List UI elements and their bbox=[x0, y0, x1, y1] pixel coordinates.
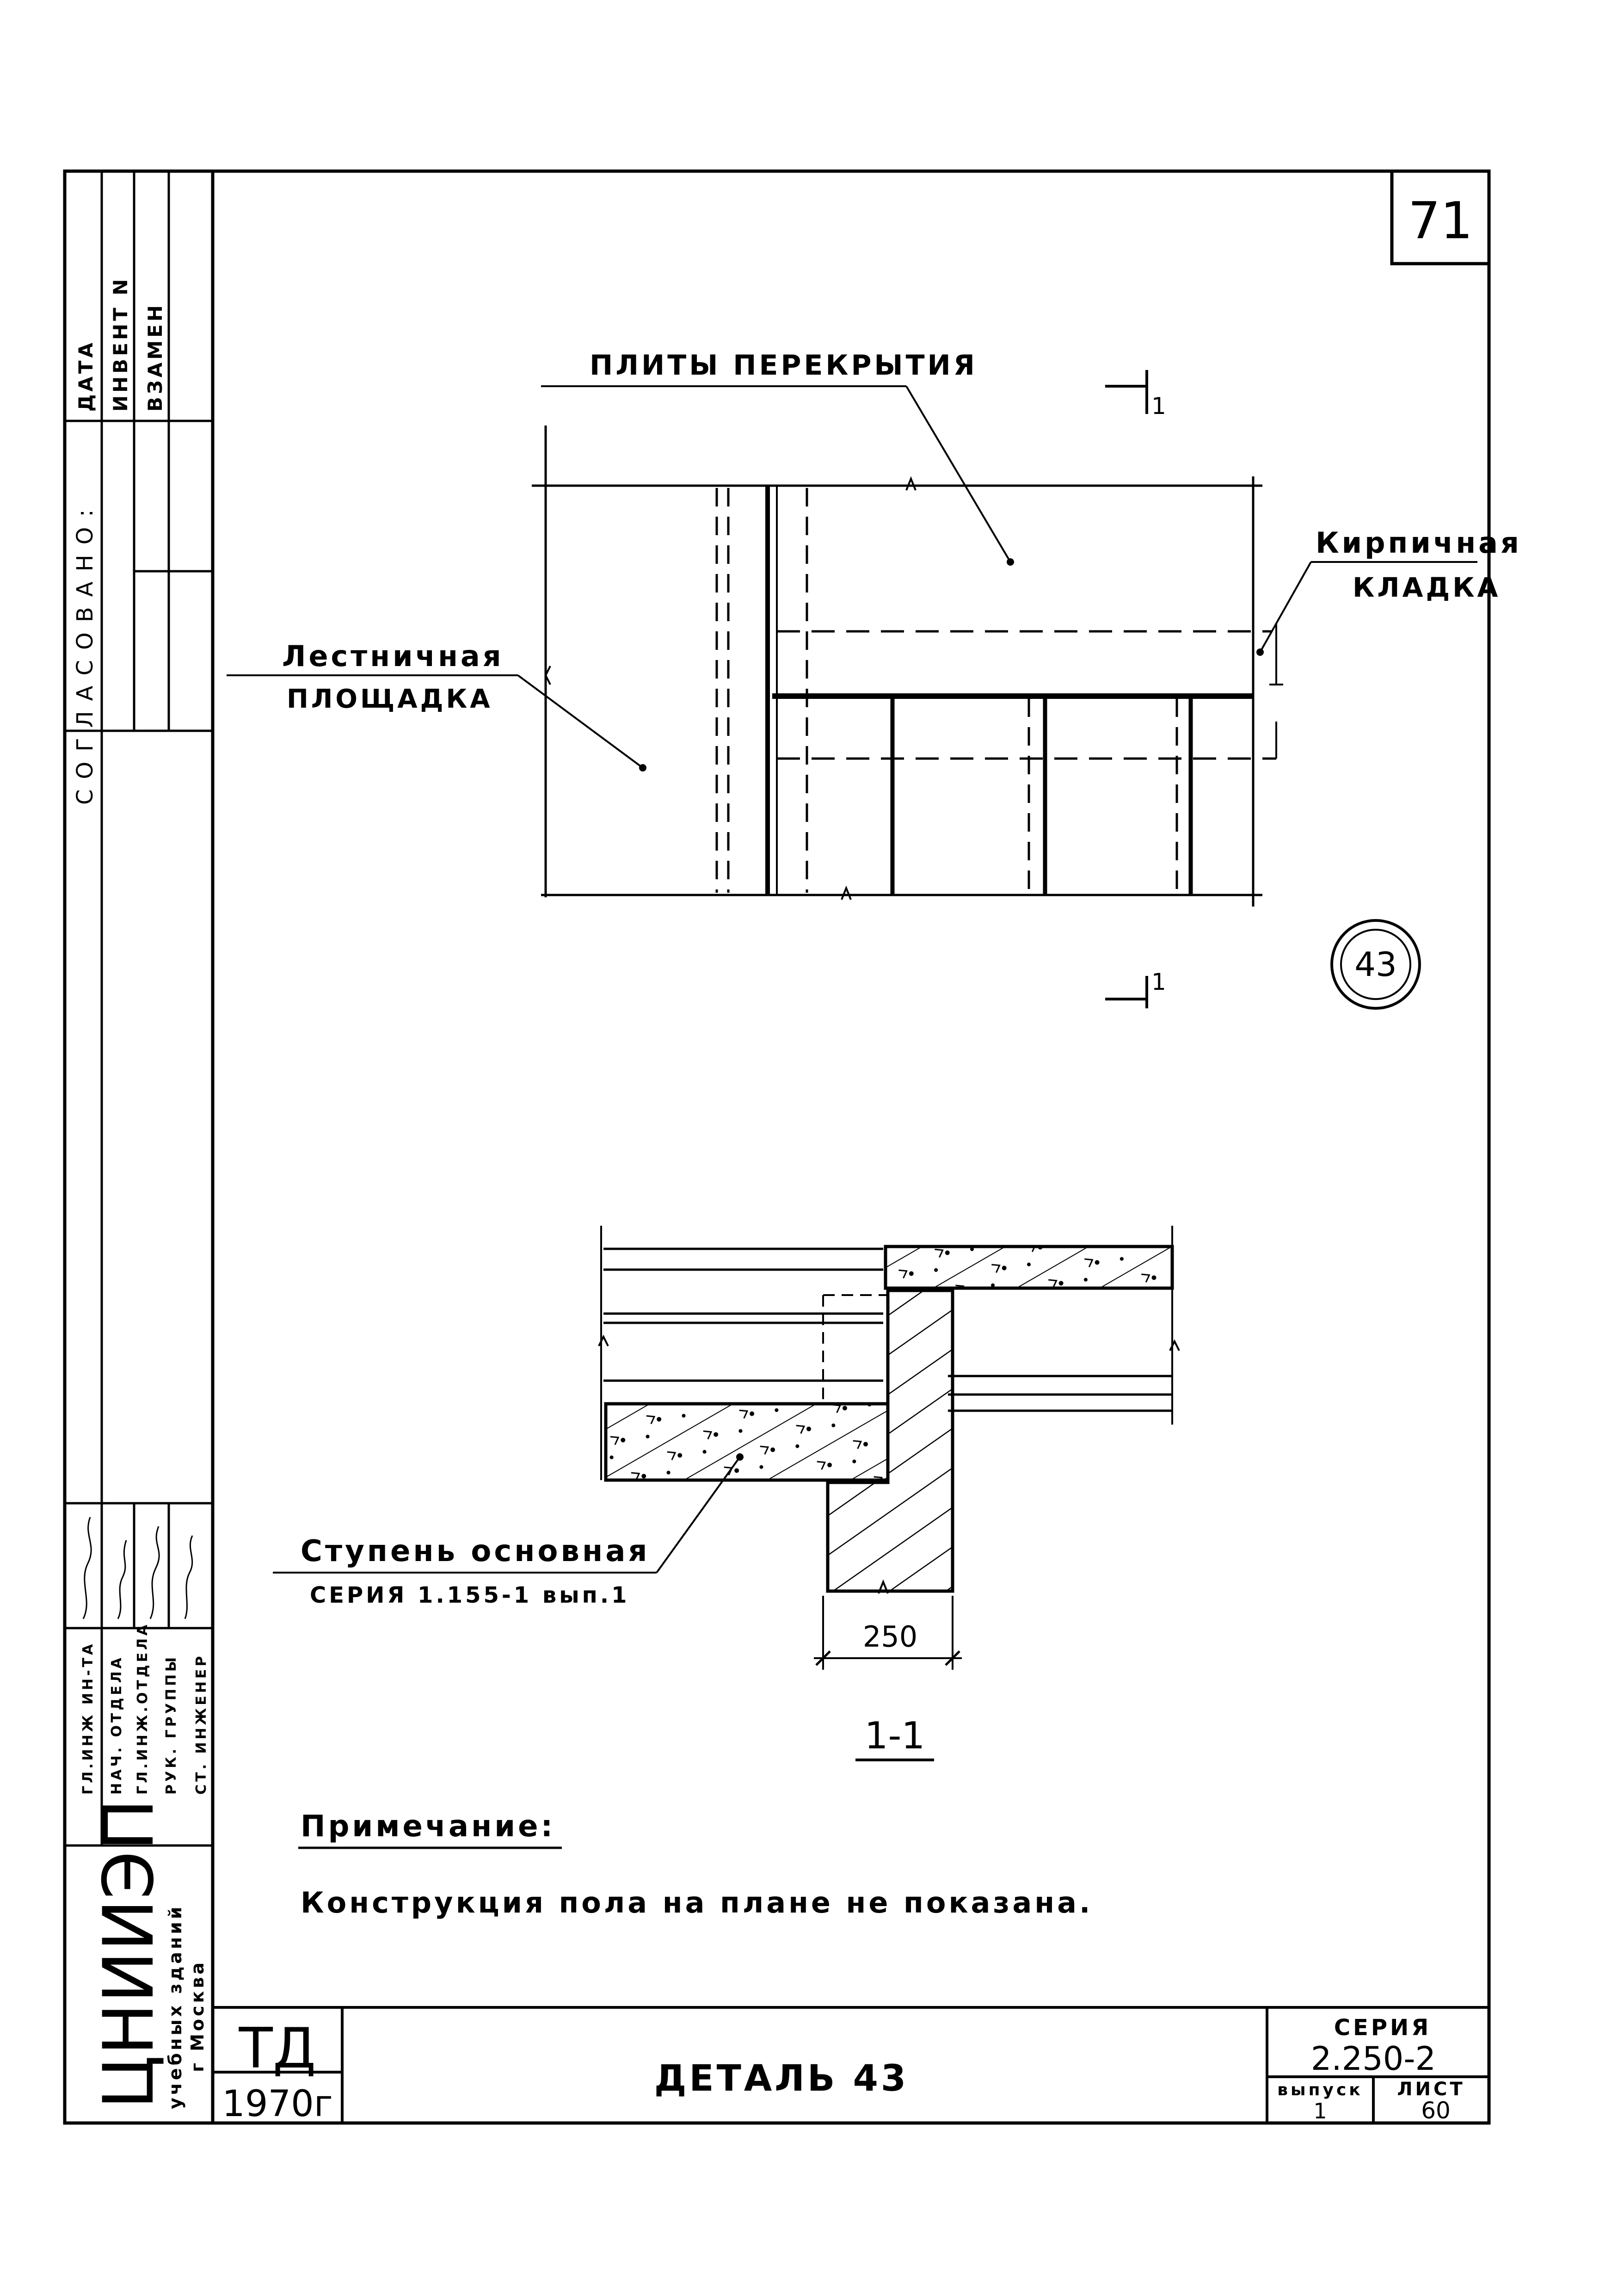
sheet-label: ЛИСТ bbox=[1397, 2079, 1465, 2100]
sheet-frame bbox=[65, 171, 1489, 2123]
section-marker-bottom bbox=[1105, 976, 1147, 1008]
leader-dot bbox=[639, 764, 646, 772]
organization-sub1: учебных зданий bbox=[165, 1904, 185, 2109]
leader-dot bbox=[1256, 648, 1264, 656]
left-stamp bbox=[65, 171, 213, 1845]
organization-name: ЦНИИЭП bbox=[89, 1798, 169, 2109]
issue-value: 1 bbox=[1313, 2098, 1327, 2123]
detail-marker-number: 43 bbox=[1354, 945, 1397, 984]
note-text: Конструкция пола на плане не показана. bbox=[301, 1886, 1093, 1920]
label-brick-2: КЛАДКА bbox=[1353, 572, 1501, 603]
leader-dot bbox=[1007, 558, 1014, 566]
section-marker-bottom-label: 1 bbox=[1151, 969, 1166, 995]
label-brick-1: Кирпичная bbox=[1316, 526, 1522, 560]
series-label: СЕРИЯ bbox=[1334, 2015, 1432, 2041]
label-step-2: СЕРИЯ 1.155-1 вып.1 bbox=[310, 1582, 630, 1608]
label-step-1: Ступень основная bbox=[301, 1534, 650, 1568]
plan-drawing bbox=[532, 426, 1283, 907]
section-drawing bbox=[599, 1226, 1179, 1670]
stamp-role-3: ГЛ.ИНЖ.ОТДЕЛА bbox=[135, 1622, 151, 1795]
dimension-value: 250 bbox=[862, 1620, 918, 1654]
organization-sub2: г Москва bbox=[187, 1959, 208, 2072]
issue-label: выпуск bbox=[1277, 2080, 1363, 2099]
note-title: Примечание: bbox=[301, 1809, 556, 1844]
title-main: ДЕТАЛЬ 43 bbox=[654, 2058, 909, 2099]
title-year: 1970г bbox=[222, 2083, 333, 2125]
stamp-replace-label: ВЗАМЕН bbox=[144, 302, 166, 412]
stamp-role-5: СТ. ИНЖЕНЕР bbox=[193, 1653, 209, 1795]
section-marker-top-label: 1 bbox=[1151, 393, 1166, 420]
section-marker-top bbox=[1105, 370, 1147, 414]
label-landing-1: Лестничная bbox=[282, 639, 504, 673]
section-title: 1-1 bbox=[864, 1714, 925, 1757]
sheet-value: 60 bbox=[1421, 2097, 1451, 2124]
stamp-role-2: НАЧ. ОТДЕЛА bbox=[109, 1655, 125, 1795]
label-floor-slabs: ПЛИТЫ ПЕРЕКРЫТИЯ bbox=[590, 349, 978, 382]
label-landing-2: ПЛОЩАДКА bbox=[287, 684, 493, 714]
title-td: ТД bbox=[239, 2017, 316, 2081]
stamp-date-label: ДАТА bbox=[74, 339, 97, 412]
stamp-role-4: РУК. ГРУППЫ bbox=[163, 1654, 179, 1795]
series-value: 2.250-2 bbox=[1310, 2040, 1436, 2078]
stamp-signatures bbox=[83, 1517, 192, 1619]
page-number: 71 bbox=[1408, 191, 1473, 250]
stamp-agreed-label: СОГЛАСОВАНО: bbox=[72, 499, 98, 805]
stamp-inventory-label: ИНВЕНТ N bbox=[109, 276, 132, 412]
stamp-role-1: ГЛ.ИНЖ ИН-ТА bbox=[80, 1641, 96, 1795]
leader-dot bbox=[736, 1453, 744, 1461]
